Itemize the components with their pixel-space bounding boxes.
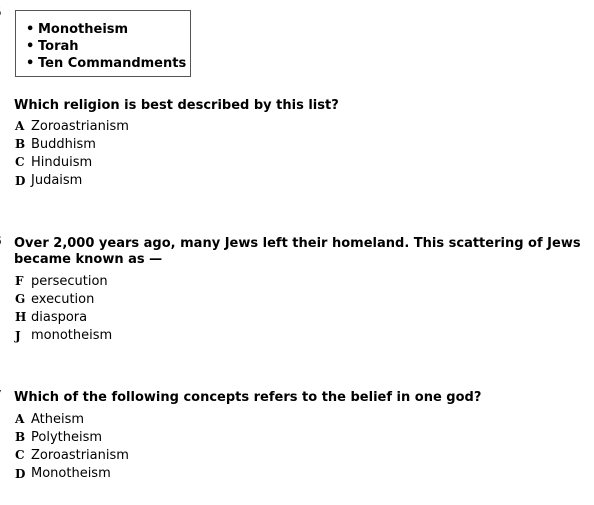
choice-text: Hinduism bbox=[31, 154, 93, 170]
answer-choices-6 bbox=[15, 272, 112, 345]
answer-choice[interactable] bbox=[15, 153, 129, 171]
choice-text: Atheism bbox=[31, 411, 85, 427]
choice-letter: A bbox=[15, 412, 25, 427]
choice-text: Judaism bbox=[31, 173, 83, 189]
answer-choice[interactable] bbox=[15, 135, 129, 153]
choice-letter: A bbox=[15, 119, 25, 134]
choice-text: persecution bbox=[31, 273, 108, 289]
answer-choice[interactable] bbox=[15, 327, 112, 345]
choice-text: Polytheism bbox=[31, 429, 103, 445]
answer-choice[interactable] bbox=[15, 117, 129, 135]
choice-letter: B bbox=[15, 430, 26, 445]
choice-letter: D bbox=[15, 173, 26, 188]
choice-text: execution bbox=[31, 291, 95, 307]
question-number-6 bbox=[0, 235, 2, 247]
answer-choice[interactable] bbox=[15, 428, 129, 446]
answer-choice[interactable] bbox=[15, 446, 129, 464]
choice-letter: H bbox=[15, 310, 27, 325]
term-list-item: • Ten Commandments bbox=[26, 56, 187, 71]
choice-letter: B bbox=[15, 137, 26, 152]
question-text-6: Over 2,000 years ago, many Jews left their homeland. This scattering of Jews became known as — bbox=[14, 236, 581, 267]
choice-text: Buddhism bbox=[31, 136, 96, 152]
term-list-box bbox=[15, 10, 191, 77]
question-number-5 bbox=[0, 6, 2, 18]
choice-letter: G bbox=[15, 292, 26, 307]
answer-choices-7 bbox=[15, 410, 129, 483]
answer-choice[interactable] bbox=[15, 290, 112, 308]
term-list-item: • Monotheism bbox=[26, 22, 129, 37]
choice-text: diaspora bbox=[31, 309, 88, 325]
choice-letter: C bbox=[15, 155, 25, 170]
question-text-7: Which of the following concepts refers to the belief in one god? bbox=[14, 390, 482, 405]
bullet-icon: • bbox=[26, 22, 35, 37]
choice-letter: D bbox=[15, 466, 26, 481]
answer-choice[interactable] bbox=[15, 272, 112, 290]
answer-choice[interactable] bbox=[15, 465, 129, 483]
bullet-icon: • bbox=[26, 39, 35, 54]
term-list-item: • Torah bbox=[26, 39, 79, 54]
choice-text: monotheism bbox=[31, 328, 113, 344]
answer-choice[interactable] bbox=[15, 410, 129, 428]
question-text-5: Which religion is best described by this list? bbox=[14, 98, 339, 113]
answer-choices-5 bbox=[15, 117, 129, 190]
answer-choice[interactable] bbox=[15, 308, 112, 326]
choice-text: Zoroastrianism bbox=[31, 447, 129, 463]
question-number-7 bbox=[0, 389, 2, 401]
choice-text: Zoroastrianism bbox=[31, 118, 129, 134]
choice-text: Monotheism bbox=[31, 466, 111, 482]
bullet-icon: • bbox=[26, 56, 35, 71]
choice-letter: C bbox=[15, 448, 25, 463]
answer-choice[interactable] bbox=[15, 172, 129, 190]
choice-letter: F bbox=[15, 274, 24, 289]
choice-letter: J bbox=[15, 328, 21, 343]
